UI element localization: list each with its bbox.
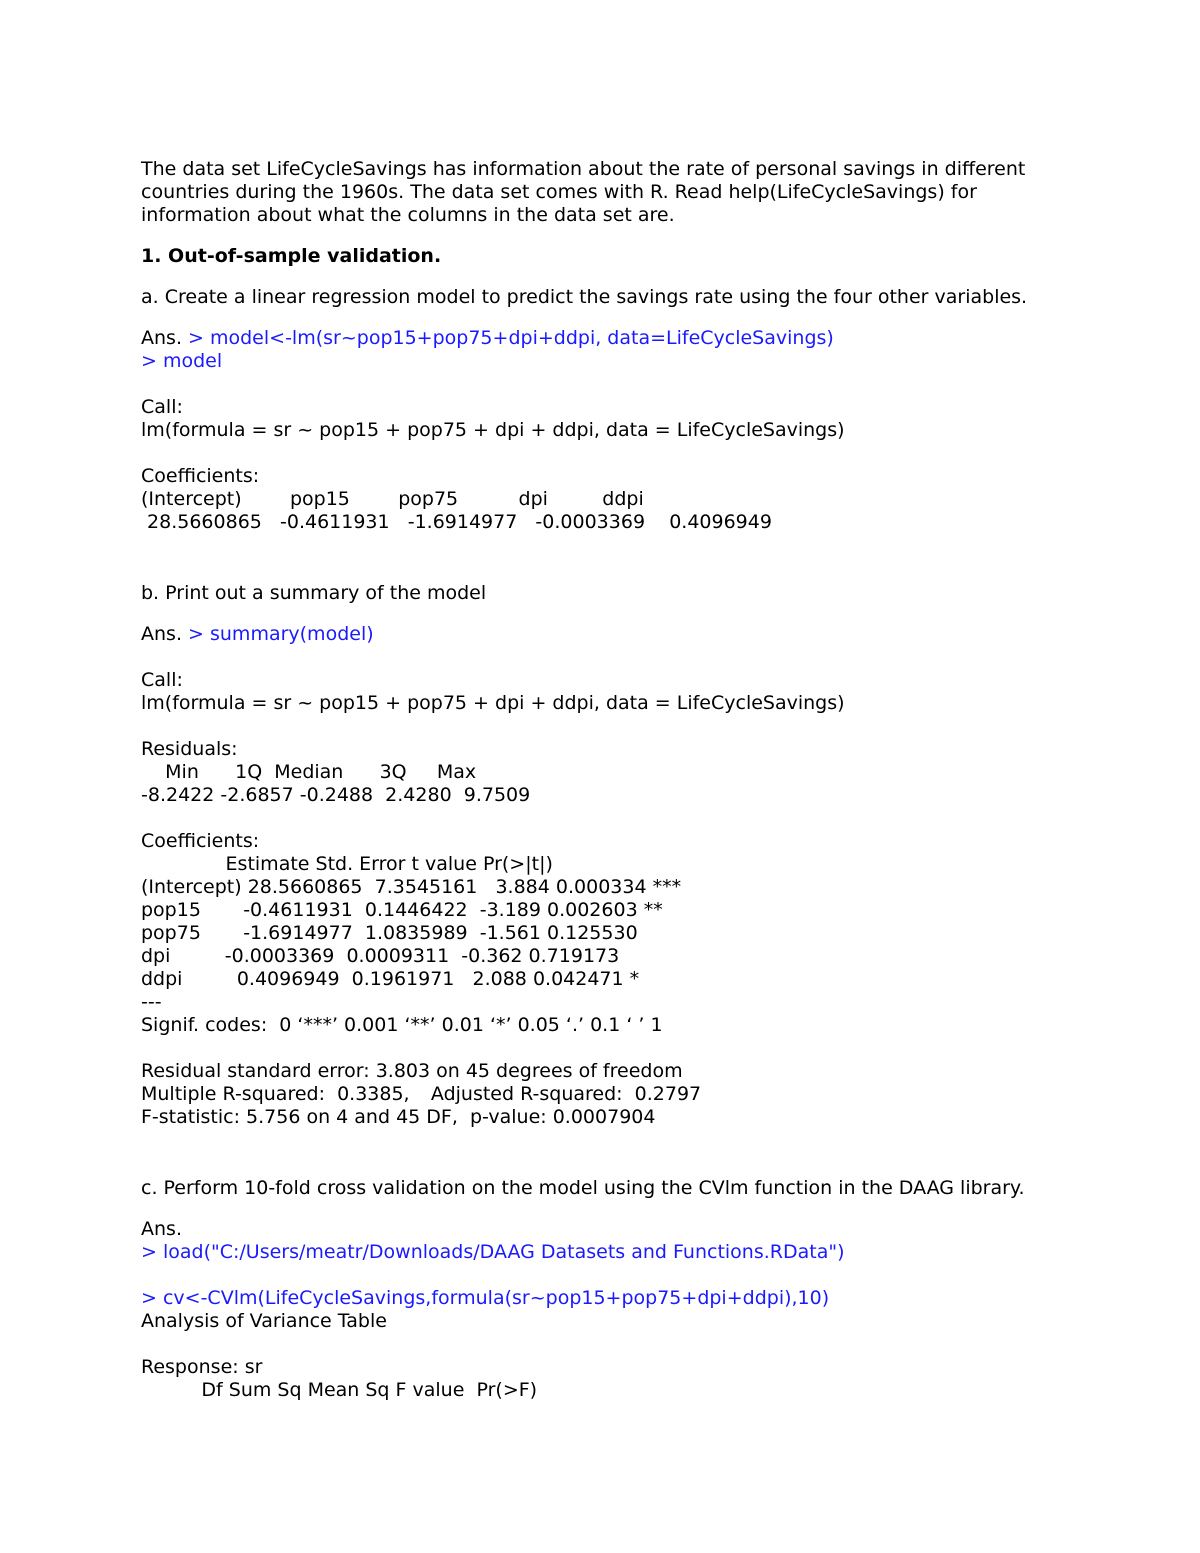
output-line: Residual standard error: 3.803 on 45 degrees of freedom bbox=[141, 1060, 683, 1082]
output-line: Min 1Q Median 3Q Max bbox=[141, 761, 483, 783]
output-line bbox=[141, 715, 1081, 738]
intro-paragraph bbox=[141, 158, 1081, 227]
ans-label: Ans. bbox=[141, 1218, 182, 1240]
spacer bbox=[141, 534, 1081, 582]
r-command: > cv<-CVlm(LifeCycleSavings,formula(sr~pop15+pop75+dpi+ddpi),10) bbox=[141, 1287, 830, 1309]
answer-a-line bbox=[141, 327, 1081, 350]
console-output-b bbox=[141, 669, 1081, 1129]
output-line: lm(formula = sr ~ pop15 + pop75 + dpi + ddpi, data = LifeCycleSavings) bbox=[141, 419, 845, 441]
output-line: Coefficients: bbox=[141, 465, 260, 487]
output-line: Call: bbox=[141, 396, 183, 418]
output-line: (Intercept) pop15 pop75 dpi ddpi bbox=[141, 488, 656, 510]
output-line bbox=[141, 1333, 1081, 1356]
blank-line bbox=[141, 373, 1081, 396]
ans-label: Ans. bbox=[141, 623, 189, 645]
output-line: Signif. codes: 0 ‘***’ 0.001 ‘**’ 0.01 ‘*’ 0.05 ‘.’ 0.1 ‘ ’ 1 bbox=[141, 1014, 663, 1036]
output-line: Response: sr bbox=[141, 1356, 263, 1378]
output-line: lm(formula = sr ~ pop15 + pop75 + dpi + ddpi, data = LifeCycleSavings) bbox=[141, 692, 845, 714]
output-line: pop75 -1.6914977 1.0835989 -1.561 0.125530 bbox=[141, 922, 662, 944]
console-output-a bbox=[141, 396, 1081, 534]
output-line: -8.2422 -2.6857 -0.2488 2.4280 9.7509 bbox=[141, 784, 537, 806]
output-line: --- bbox=[141, 991, 162, 1013]
output-line: pop15 -0.4611931 0.1446422 -3.189 0.002603 ** bbox=[141, 899, 669, 921]
intro-line: The data set LifeCycleSavings has information about the rate of personal savings in different bbox=[141, 158, 1026, 180]
output-line: 28.5660865 -0.4611931 -1.6914977 -0.0003369 0.4096949 bbox=[141, 511, 785, 533]
spacer bbox=[141, 1129, 1081, 1177]
output-line: Estimate Std. Error t value Pr(>|t|) bbox=[141, 853, 578, 875]
output-line: Call: bbox=[141, 669, 183, 691]
output-line: (Intercept) 28.5660865 7.3545161 3.884 0.000334 *** bbox=[141, 876, 682, 898]
question-c: c. Perform 10-fold cross validation on the model using the CVlm function in the DAAG library. bbox=[141, 1177, 1025, 1199]
r-command: > load("C:/Users/meatr/Downloads/DAAG Datasets and Functions.RData") bbox=[141, 1241, 845, 1263]
blank-line bbox=[141, 646, 1081, 669]
output-line: Multiple R-squared: 0.3385, Adjusted R-squared: 0.2797 bbox=[141, 1083, 708, 1105]
output-line: dpi -0.0003369 0.0009311 -0.362 0.719173 bbox=[141, 945, 644, 967]
output-line bbox=[141, 442, 1081, 465]
document-page bbox=[141, 158, 1081, 1402]
section-heading: 1. Out-of-sample validation. bbox=[141, 245, 442, 267]
question-b: b. Print out a summary of the model bbox=[141, 582, 487, 604]
output-line: Residuals: bbox=[141, 738, 238, 760]
output-line: Analysis of Variance Table bbox=[141, 1310, 387, 1332]
output-line bbox=[141, 1037, 1081, 1060]
answer-b-line bbox=[141, 623, 1081, 646]
output-line: F-statistic: 5.756 on 4 and 45 DF, p-value: 0.0007904 bbox=[141, 1106, 656, 1128]
console-output-c bbox=[141, 1310, 1081, 1402]
ans-label: Ans. bbox=[141, 327, 189, 349]
output-line: ddpi 0.4096949 0.1961971 2.088 0.042471 * bbox=[141, 968, 652, 990]
intro-line: information about what the columns in the data set are. bbox=[141, 204, 675, 226]
blank-line bbox=[141, 1264, 1081, 1287]
output-line: Coefficients: bbox=[141, 830, 260, 852]
r-command: > model bbox=[141, 350, 223, 372]
output-line bbox=[141, 807, 1081, 830]
question-a: a. Create a linear regression model to predict the savings rate using the four other variables. bbox=[141, 286, 1028, 308]
r-command: > summary(model) bbox=[188, 623, 374, 645]
intro-line: countries during the 1960s. The data set comes with R. Read help(LifeCycleSavings) for bbox=[141, 181, 977, 203]
output-line: Df Sum Sq Mean Sq F value Pr(>F) bbox=[141, 1379, 556, 1401]
r-command: > model<-lm(sr~pop15+pop75+dpi+ddpi, data=LifeCycleSavings) bbox=[188, 327, 834, 349]
